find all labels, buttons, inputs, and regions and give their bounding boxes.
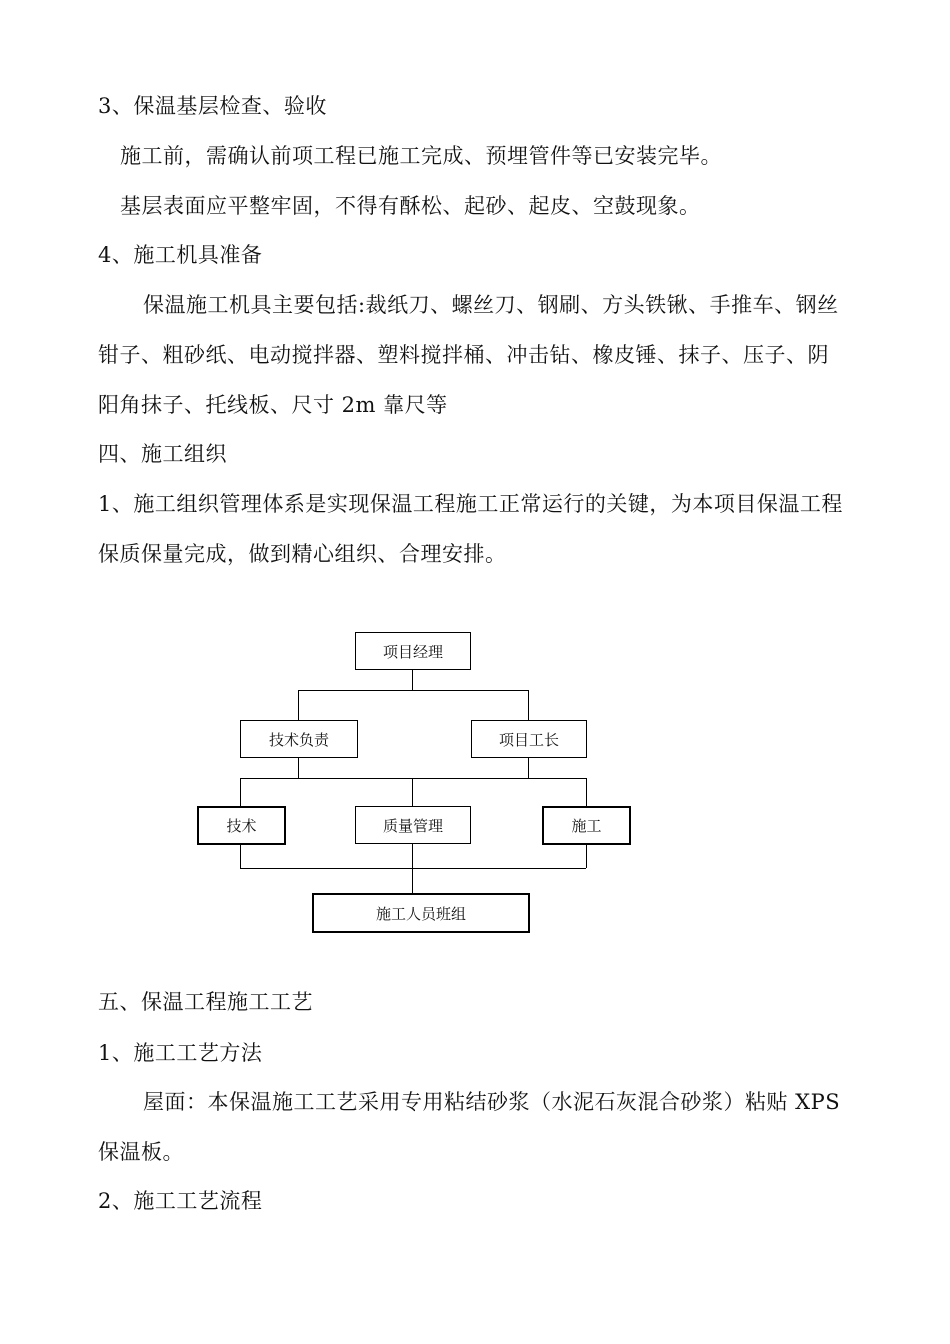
connector-line: [412, 668, 413, 690]
connector-line: [528, 756, 529, 778]
section-heading: 四、施工组织: [98, 442, 227, 466]
paragraph: 屋面：本保温施工工艺采用专用粘结砂浆（水泥石灰混合砂浆）粘贴 XPS: [143, 1090, 841, 1114]
section-heading: 五、保温工程施工工艺: [98, 990, 313, 1014]
heading-1: 1、施工工艺方法: [98, 1041, 263, 1065]
paragraph: 1、施工组织管理体系是实现保温工程施工正常运行的关键，为本项目保温工程: [98, 492, 843, 516]
connector-line: [298, 690, 299, 720]
paragraph: 钳子、粗砂纸、电动搅拌器、塑料搅拌桶、冲击钻、橡皮锤、抹子、压子、阴: [98, 343, 829, 367]
connector-line: [298, 690, 528, 691]
paragraph: 阳角抹子、托线板、尺寸 2m 靠尺等: [98, 393, 448, 417]
org-box-foreman: 项目工长: [471, 720, 587, 758]
connector-line: [240, 868, 586, 869]
paragraph: 保温施工机具主要包括:裁纸刀、螺丝刀、钢刷、方头铁锹、手推车、钢丝: [143, 293, 839, 317]
connector-line: [298, 756, 299, 778]
connector-line: [586, 843, 587, 868]
heading-2: 2、施工工艺流程: [98, 1189, 263, 1213]
connector-line: [586, 778, 587, 806]
paragraph: 保质保量完成，做到精心组织、合理安排。: [98, 542, 507, 566]
paragraph: 基层表面应平整牢固，不得有酥松、起砂、起皮、空鼓现象。: [120, 194, 701, 218]
paragraph: 施工前，需确认前项工程已施工完成、预埋管件等已安装完毕。: [120, 144, 722, 168]
connector-line: [240, 778, 241, 806]
org-box-work-team: 施工人员班组: [312, 893, 530, 933]
heading-3: 3、保温基层检查、验收: [98, 94, 327, 118]
org-box-quality: 质量管理: [355, 806, 471, 844]
connector-line: [240, 843, 241, 868]
connector-line: [412, 778, 413, 806]
connector-line: [528, 690, 529, 720]
paragraph: 保温板。: [98, 1140, 184, 1164]
org-box-project-manager: 项目经理: [355, 632, 471, 670]
org-box-construction: 施工: [542, 806, 631, 845]
heading-4: 4、施工机具准备: [98, 243, 263, 267]
org-box-tech-lead: 技术负责: [240, 720, 358, 758]
connector-line: [240, 778, 586, 779]
org-box-technical: 技术: [197, 806, 286, 845]
